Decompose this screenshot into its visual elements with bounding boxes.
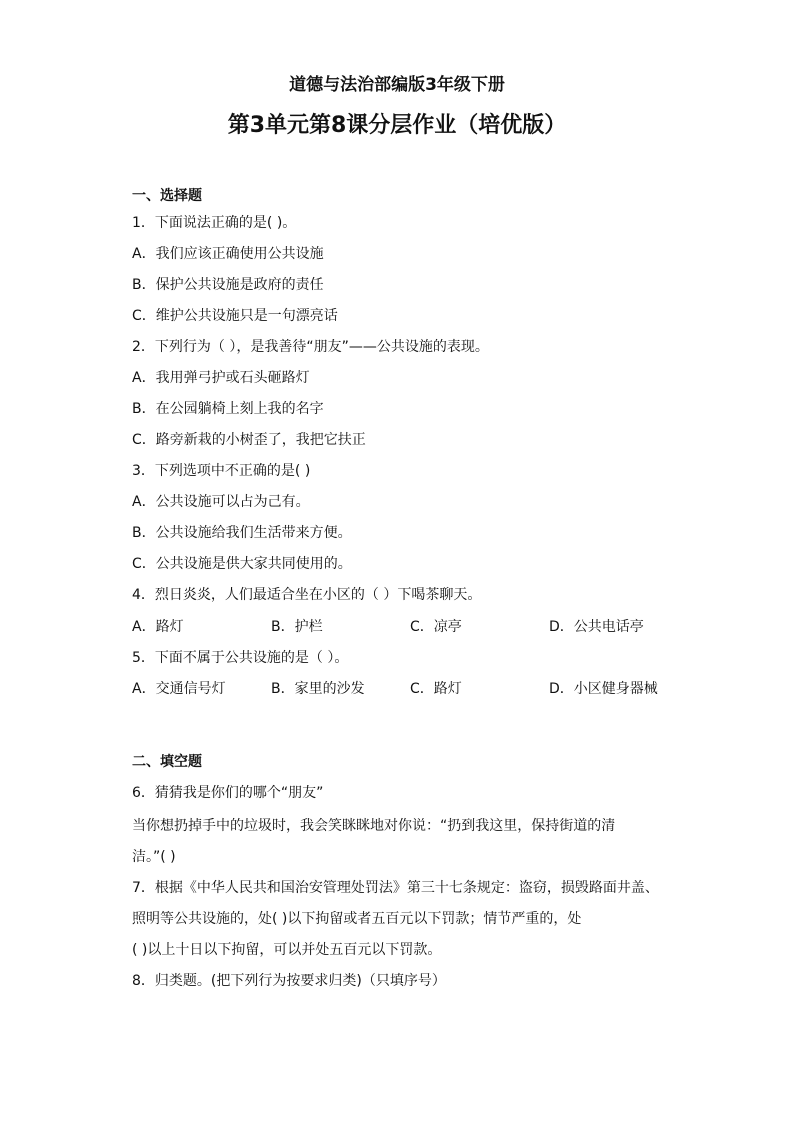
question-4-option-d: D．公共电话亭 <box>549 619 644 635</box>
question-2-option-c: C．路旁新栽的小树歪了，我把它扶正 <box>132 432 366 448</box>
question-1-option-a: A．我们应该正确使用公共设施 <box>132 246 324 262</box>
question-5-option-c: C．路灯 <box>410 681 462 697</box>
question-3-option-b: B．公共设施给我们生活带来方便。 <box>132 525 352 541</box>
question-3-stem: 3．下列选项中不正确的是( ) <box>132 463 311 479</box>
document-title: 第3单元第8课分层作业（培优版） <box>227 113 567 138</box>
question-2-option-a: A．我用弹弓护或石头砸路灯 <box>132 370 310 386</box>
document-subtitle: 道德与法治部编版3年级下册 <box>289 75 505 95</box>
question-6-line-1: 当你想扔掉手中的垃圾时，我会笑眯眯地对你说：“扔到我这里，保持街道的清 <box>132 818 616 834</box>
question-3-option-a: A．公共设施可以占为己有。 <box>132 494 310 510</box>
question-5-option-b: B．家里的沙发 <box>271 681 365 697</box>
question-5-option-d: D．小区健身器械 <box>549 681 658 697</box>
section-heading-choice: 一、选择题 <box>132 188 202 204</box>
question-1-stem: 1．下面说法正确的是( )。 <box>132 215 297 231</box>
question-2-stem: 2．下列行为（ ），是我善待“朋友”——公共设施的表现。 <box>132 339 489 355</box>
question-3-option-c: C．公共设施是供大家共同使用的。 <box>132 556 352 572</box>
question-8-stem: 8．归类题。(把下列行为按要求归类)（只填序号） <box>132 973 446 989</box>
question-4-stem: 4．烈日炎炎，人们最适合坐在小区的（ ）下喝茶聊天。 <box>132 587 482 603</box>
section-heading-fill-blank: 二、填空题 <box>132 754 202 770</box>
question-6-line-2: 洁。”( ) <box>132 849 176 865</box>
question-1-option-c: C．维护公共设施只是一句漂亮话 <box>132 308 338 324</box>
question-6-stem: 6．猜猜我是你们的哪个“朋友” <box>132 785 324 801</box>
question-7-line-2: 照明等公共设施的，处( )以下拘留或者五百元以下罚款；情节严重的，处 <box>132 911 582 927</box>
question-5-option-a: A．交通信号灯 <box>132 681 226 697</box>
question-7-line-3: ( )以上十日以下拘留，可以并处五百元以下罚款。 <box>132 942 442 958</box>
question-5-stem: 5．下面不属于公共设施的是（ ）。 <box>132 650 349 666</box>
question-4-option-b: B．护栏 <box>271 619 323 635</box>
question-4-option-a: A．路灯 <box>132 619 184 635</box>
question-7-line-1: 7．根据《中华人民共和国治安管理处罚法》第三十七条规定：盗窃，损毁路面井盖、 <box>132 880 659 896</box>
question-1-option-b: B．保护公共设施是政府的责任 <box>132 277 324 293</box>
question-2-option-b: B．在公园躺椅上刻上我的名字 <box>132 401 324 417</box>
question-4-option-c: C．凉亭 <box>410 619 462 635</box>
